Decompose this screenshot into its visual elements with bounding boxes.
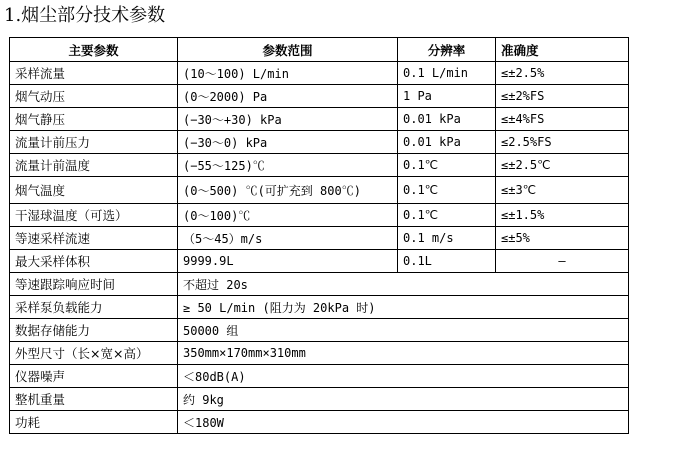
table-row [10, 62, 629, 85]
row-value: 约 9kg [178, 388, 629, 411]
table-row [10, 227, 629, 250]
row-resolution: 0.01 kPa [398, 108, 496, 131]
row-accuracy: ≤±2.5% [496, 62, 629, 85]
row-value: 不超过 20s [178, 273, 629, 296]
row-parameter: 等速跟踪响应时间 [10, 273, 178, 296]
table-row [10, 296, 629, 319]
row-range: (0～500) ℃(可扩充到 800℃) [178, 177, 398, 204]
row-range: 9999.9L [178, 250, 398, 273]
row-resolution: 0.1℃ [398, 154, 496, 177]
table-row [10, 273, 629, 296]
row-resolution: 0.1L [398, 250, 496, 273]
row-resolution: 0.1℃ [398, 204, 496, 227]
row-accuracy: ≤2.5%FS [496, 131, 629, 154]
row-value: 50000 组 [178, 319, 629, 342]
row-accuracy: ≤±1.5% [496, 204, 629, 227]
row-parameter: 干湿球温度（可选） [10, 204, 178, 227]
table-row [10, 177, 629, 204]
row-resolution: 0.1℃ [398, 177, 496, 204]
row-resolution: 0.01 kPa [398, 131, 496, 154]
row-parameter: 烟气温度 [10, 177, 178, 204]
row-range: （5～45）m/s [178, 227, 398, 250]
row-parameter: 最大采样体积 [10, 250, 178, 273]
table-row [10, 131, 629, 154]
row-accuracy: ≤±2.5℃ [496, 154, 629, 177]
row-parameter: 仪器噪声 [10, 365, 178, 388]
row-parameter: 等速采样流速 [10, 227, 178, 250]
row-parameter: 烟气动压 [10, 85, 178, 108]
row-range: (−30～0) kPa [178, 131, 398, 154]
table-row [10, 204, 629, 227]
row-resolution: 0.1 m/s [398, 227, 496, 250]
row-accuracy: ≤±3℃ [496, 177, 629, 204]
table-row [10, 319, 629, 342]
section-title: 1.烟尘部分技术参数 [4, 5, 166, 26]
row-parameter: 外型尺寸（长×宽×高） [10, 342, 178, 365]
row-parameter: 功耗 [10, 411, 178, 434]
row-parameter: 采样泵负载能力 [10, 296, 178, 319]
table-row [10, 108, 629, 131]
header-parameter-range: 参数范围 [178, 38, 398, 62]
row-parameter: 烟气静压 [10, 108, 178, 131]
row-accuracy: ≤±2%FS [496, 85, 629, 108]
table-row [10, 411, 629, 434]
table-row [10, 250, 629, 273]
row-value: ＜80dB(A) [178, 365, 629, 388]
header-resolution: 分辨率 [398, 38, 496, 62]
row-parameter: 采样流量 [10, 62, 178, 85]
table-header-row [10, 38, 629, 62]
row-resolution: 1 Pa [398, 85, 496, 108]
row-accuracy: ≤±4%FS [496, 108, 629, 131]
row-accuracy: ≤±5% [496, 227, 629, 250]
technical-parameters-table [9, 37, 629, 434]
row-value: 350mm×170mm×310mm [178, 342, 629, 365]
row-parameter: 整机重量 [10, 388, 178, 411]
header-accuracy: 准确度 [496, 38, 629, 62]
row-range: (0～100)℃ [178, 204, 398, 227]
row-parameter: 数据存储能力 [10, 319, 178, 342]
row-range: (0～2000) Pa [178, 85, 398, 108]
row-range: (−55～125)℃ [178, 154, 398, 177]
row-parameter: 流量计前压力 [10, 131, 178, 154]
row-parameter: 流量计前温度 [10, 154, 178, 177]
row-value: ≥ 50 L/min (阻力为 20kPa 时) [178, 296, 629, 319]
header-main-parameter: 主要参数 [10, 38, 178, 62]
row-range: (10～100) L/min [178, 62, 398, 85]
row-value: ＜180W [178, 411, 629, 434]
table-row [10, 365, 629, 388]
row-range: (−30～+30) kPa [178, 108, 398, 131]
table-row [10, 342, 629, 365]
table-row [10, 85, 629, 108]
row-accuracy: — [496, 250, 629, 273]
row-resolution: 0.1 L/min [398, 62, 496, 85]
table-row [10, 388, 629, 411]
table-row [10, 154, 629, 177]
